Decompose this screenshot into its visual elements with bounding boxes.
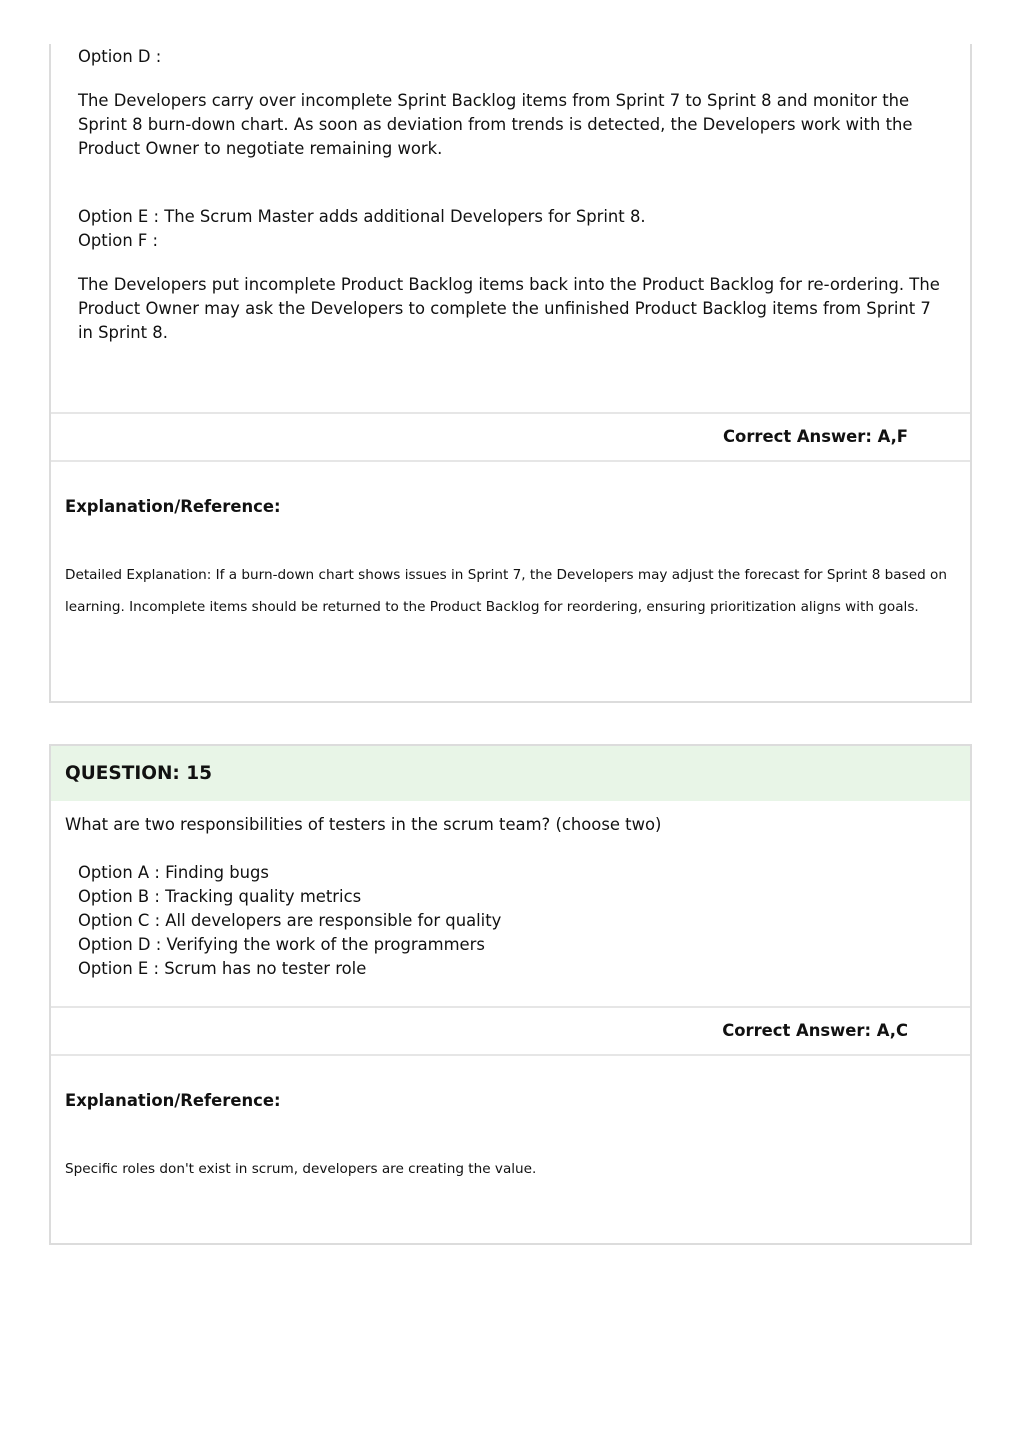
option-f-text: The Developers put incomplete Product Backlog items back into the Product Backlog for re-ordering. The Product Owner may ask the Developers to complete the unfinished Product Backlog items from Sprint 7 in Sprint 8.	[78, 275, 940, 342]
option-a: Option A : Finding bugs	[78, 863, 269, 882]
answer-bar	[51, 1006, 970, 1056]
answer-bar	[51, 412, 970, 462]
question-card-previous	[49, 44, 972, 703]
explanation-title: Explanation/Reference:	[65, 497, 281, 516]
question-text: What are two responsibilities of testers in the scrum team? (choose two)	[65, 815, 662, 834]
options-list	[51, 861, 501, 981]
option-d: Option D : Verifying the work of the programmers	[78, 935, 485, 954]
option-e: Option E : Scrum has no tester role	[78, 959, 367, 978]
correct-answer: Correct Answer: A,C	[722, 1021, 908, 1040]
options-list	[51, 45, 948, 345]
correct-answer: Correct Answer: A,F	[723, 427, 908, 446]
option-c: Option C : All developers are responsible for quality	[78, 911, 502, 930]
explanation-title: Explanation/Reference:	[65, 1091, 281, 1110]
option-b: Option B : Tracking quality metrics	[78, 887, 362, 906]
question-header: QUESTION: 15	[51, 746, 970, 801]
question-card-15	[49, 744, 972, 1245]
option-f-label: Option F :	[78, 231, 159, 250]
explanation-text: Specific roles don't exist in scrum, developers are creating the value.	[65, 1161, 537, 1177]
option-d-text: The Developers carry over incomplete Sprint Backlog items from Sprint 7 to Sprint 8 and monitor the Sprint 8 burn-down chart. As soon as deviation from trends is detected, the Developers work with the Product Owner to negotiate remaining work.	[78, 91, 913, 158]
option-e: Option E : The Scrum Master adds additional Developers for Sprint 8.	[78, 207, 646, 226]
explanation-text: Detailed Explanation: If a burn-down chart shows issues in Sprint 7, the Developers may adjust the forecast for Sprint 8 based on learning. Incomplete items should be returned to the Product Backlog for reordering, ensuring prioritization aligns with goals.	[65, 567, 947, 615]
option-d-label: Option D :	[78, 47, 162, 66]
